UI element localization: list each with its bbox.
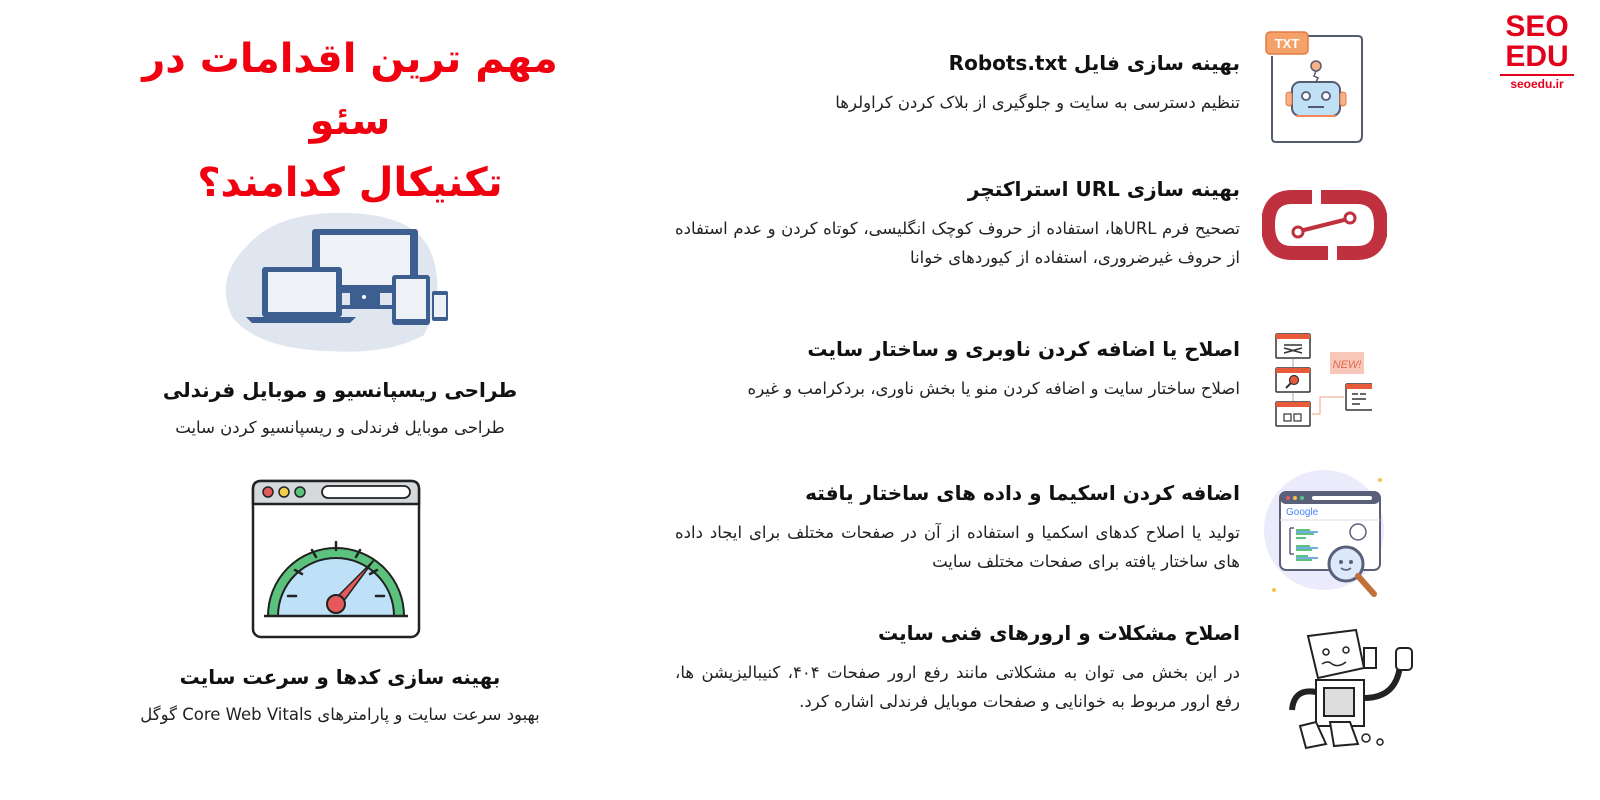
logo-seo-text: SEO (1505, 10, 1569, 43)
logo-divider (1500, 74, 1574, 76)
item-body: تنظیم دسترسی به سایت و جلوگیری از بلاک کردن کراولرها (835, 93, 1240, 112)
site-structure-icon (1272, 332, 1372, 432)
item-heading: اصلاح مشکلات و ارورهای فنی سایت (877, 621, 1240, 645)
speedometer-browser-icon (250, 478, 422, 640)
item-schema-structured-data (675, 478, 1240, 576)
item-navigation-structure (675, 334, 1240, 403)
item-technical-errors (675, 618, 1240, 716)
link-chain-icon (1262, 185, 1387, 265)
item-body: تولید یا اصلاح کدهای اسکمیا و استفاده از آن در صفحات مختلف برای ایجاد داده های ساختار یافته برای صفحات مختلف سایت (675, 523, 1240, 571)
item-url-structure (675, 174, 1240, 272)
item-body: تصحیح فرم URLها، استفاده از حروف کوچک انگلیسی، کوتاه کردن و عدم استفاده از حروف غیرضروری، استفاده از کیوردهای خوانا (675, 219, 1240, 267)
item-heading: بهینه سازی URL استراکتچر (967, 177, 1240, 201)
robot-txt-icon (1262, 28, 1372, 146)
item-body: اصلاح ساختار سایت و اضافه کردن منو یا بخش ناوری، بردکرامب و غیره (747, 379, 1240, 398)
card-responsive-design (90, 375, 590, 441)
item-body: در این بخش می توان به مشکلاتی مانند رفع ارور صفحات ۴۰۴، کنیبالیزیشن ها، رفع ارور مربوط به خوانایی و صفحات موبایل فرندلی اشاره کرد. (675, 663, 1240, 711)
page-title-line-1: مهم ترین اقدامات در سئو (142, 36, 558, 144)
broken-robot-icon (1270, 622, 1425, 750)
google-label: Google (1286, 507, 1319, 518)
page-title (110, 28, 590, 214)
svg-text:TXT: TXT (1274, 36, 1300, 51)
new-badge-text: NEW! (1332, 359, 1362, 371)
responsive-devices-icon (218, 205, 448, 355)
card-code-speed-optimization (90, 662, 590, 728)
item-heading: اصلاح یا اضافه کردن ناوبری و ساختار سایت (807, 337, 1240, 361)
card-body: بهبود سرعت سایت و پارامترهای Core Web Vitals گوگل (140, 705, 540, 724)
card-body: طراحی موبایل فرندلی و ریسپانسیو کردن سایت (175, 418, 505, 437)
card-heading: بهینه سازی کدها و سرعت سایت (179, 665, 501, 689)
logo-url: seoedu.ir (1510, 77, 1564, 91)
page-title-line-2: تکنیکال کدامند؟ (197, 160, 503, 206)
google-schema-search-icon (1262, 468, 1392, 603)
card-heading: طراحی ریسپانسیو و موبایل فرندلی (162, 378, 518, 402)
logo-edu-text: EDU (1505, 40, 1569, 73)
item-heading: بهینه سازی فایل Robots.txt (948, 51, 1240, 75)
item-heading: اضافه کردن اسکیما و داده های ساختار یافته (805, 481, 1240, 505)
brand-logo (1492, 12, 1582, 91)
item-robots-txt (675, 48, 1240, 117)
